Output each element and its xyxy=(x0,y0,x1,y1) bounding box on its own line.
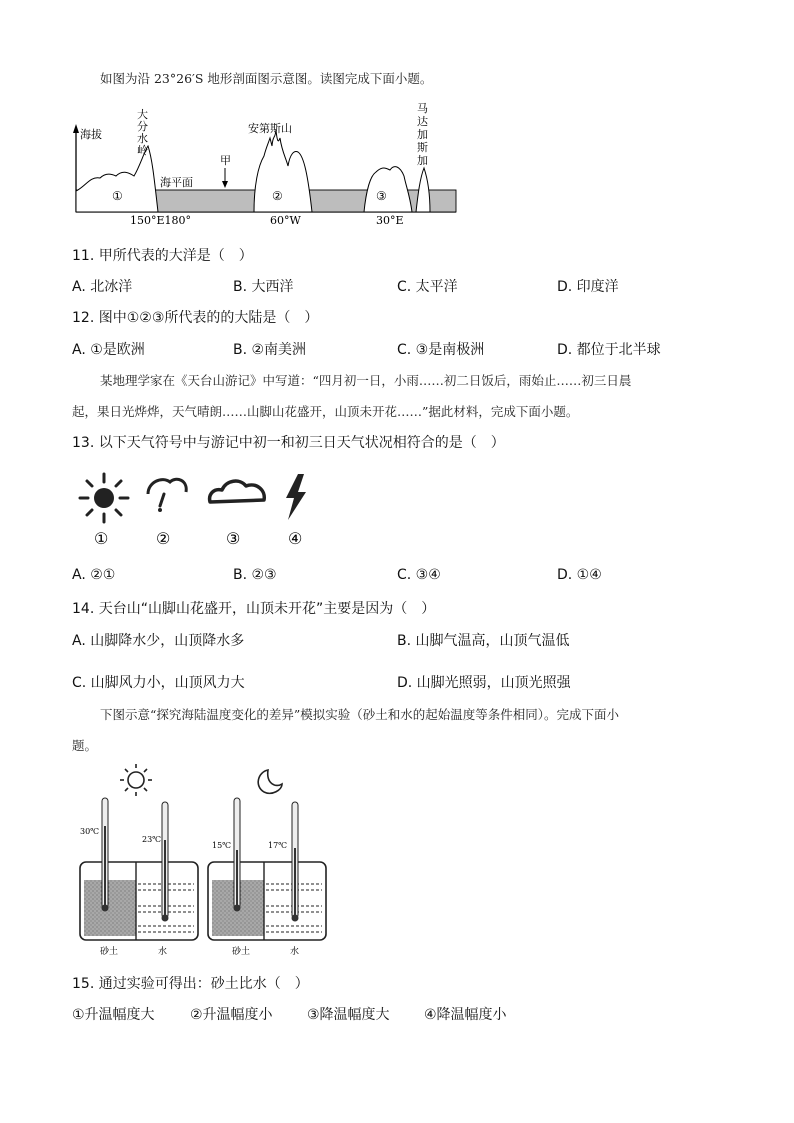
longitude-label-3: 30°E xyxy=(376,214,404,226)
night-water-label: 水 xyxy=(290,947,300,957)
madagascar-char-3: 加 xyxy=(417,128,428,141)
q12-option-b[interactable]: B. ②南美洲 xyxy=(233,342,307,358)
intro-tiantai-line-1: 某地理学家在《天台山游记》中写道：“四月初一日，小雨……初二日饭后，雨始止……初三日晨 xyxy=(100,373,632,388)
night-water-temp: 17℃ xyxy=(268,841,288,850)
question-15: 15. 通过实验可得出：砂土比水（ ） xyxy=(72,976,309,992)
axis-arrow-icon xyxy=(73,124,79,133)
terrain-profile-figure xyxy=(64,96,464,226)
land-2-label: ② xyxy=(272,189,283,203)
night-container xyxy=(208,798,326,940)
q13-option-b[interactable]: B. ②③ xyxy=(233,567,277,583)
light-rain-icon xyxy=(148,479,186,512)
question-14: 14. 天台山“山脚山花盛开，山顶未开花”主要是因为（ ） xyxy=(72,601,436,617)
q14-option-d[interactable]: D. 山脚光照弱，山顶光照强 xyxy=(397,675,571,691)
symbol-1-label: ① xyxy=(94,529,109,548)
madagascar-char-2: 达 xyxy=(417,115,428,128)
day-sand-label: 砂土 xyxy=(100,947,119,957)
q14-option-b[interactable]: B. 山脚气温高，山顶气温低 xyxy=(397,633,570,649)
dafen-char-4: 岭 xyxy=(137,144,148,157)
cloudy-icon xyxy=(210,481,265,502)
night-sand-temp: 15℃ xyxy=(212,841,232,850)
q13-option-a[interactable]: A. ②① xyxy=(72,567,116,583)
day-sand xyxy=(84,880,136,936)
question-12: 12. 图中①②③所代表的的大陆是（ ） xyxy=(72,310,319,326)
sunny-icon xyxy=(80,474,128,522)
day-sand-temp: 30℃ xyxy=(80,827,100,836)
intro-experiment-line-1: 下图示意“探究海陆温度变化的差异”模拟实验（砂土和水的起始温度等条件相同）。完成下面小 xyxy=(100,707,620,722)
q15-choice-2[interactable]: ②升温幅度小 xyxy=(190,1007,273,1023)
q11-option-d[interactable]: D. 印度洋 xyxy=(557,279,619,295)
q15-choice-1[interactable]: ①升温幅度大 xyxy=(72,1007,155,1023)
q15-choice-3[interactable]: ③降温幅度大 xyxy=(307,1007,390,1023)
q11-option-b[interactable]: B. 大西洋 xyxy=(233,279,294,295)
q14-option-a[interactable]: A. 山脚降水少，山顶降水多 xyxy=(72,633,245,649)
q14-option-c[interactable]: C. 山脚风力小，山顶风力大 xyxy=(72,675,245,691)
symbol-4-label: ④ xyxy=(288,529,303,548)
land-1-label: ① xyxy=(112,189,123,203)
madagascar-char-1: 马 xyxy=(417,102,428,115)
symbol-3-label: ③ xyxy=(226,529,241,548)
dafen-char-1: 大 xyxy=(137,108,148,121)
sun-icon xyxy=(120,764,152,796)
altitude-axis-label: 海拔 xyxy=(80,128,102,141)
andes-label: 安第斯山 xyxy=(248,122,292,135)
land-3-label: ③ xyxy=(376,189,387,203)
weather-symbols xyxy=(72,468,332,552)
day-water-label: 水 xyxy=(158,947,168,957)
sea-level-label: 海平面 xyxy=(160,176,193,189)
q12-option-a[interactable]: A. ①是欧洲 xyxy=(72,342,145,358)
question-11: 11. 甲所代表的大洋是（ ） xyxy=(72,248,253,264)
night-sand-label: 砂土 xyxy=(232,947,251,957)
q13-option-d[interactable]: D. ①④ xyxy=(557,567,602,583)
q13-option-c[interactable]: C. ③④ xyxy=(397,567,441,583)
longitude-label-1: 150°E180° xyxy=(130,214,192,226)
jia-label: 甲 xyxy=(220,154,231,167)
lightning-icon xyxy=(286,474,306,520)
madagascar-char-5: 加 xyxy=(417,154,428,167)
question-13: 13. 以下天气符号中与游记中初一和初三日天气状况相符合的是（ ） xyxy=(72,435,505,451)
q11-option-c[interactable]: C. 太平洋 xyxy=(397,279,458,295)
intro-tiantai-line-2: 起，果日光烨烨，天气晴朗……山脚山花盛开，山顶未开花……”据此材料，完成下面小题。 xyxy=(72,404,579,419)
intro-experiment-line-2: 题。 xyxy=(72,738,98,753)
q15-choice-4[interactable]: ④降温幅度小 xyxy=(424,1007,507,1023)
jia-arrow-icon xyxy=(222,181,228,188)
longitude-label-2: 60°W xyxy=(270,214,301,226)
day-container xyxy=(80,798,198,940)
dafen-char-2: 分 xyxy=(137,120,148,133)
moon-icon xyxy=(258,770,282,793)
day-water-temp: 23℃ xyxy=(142,835,162,844)
madagascar-char-4: 斯 xyxy=(417,141,428,154)
experiment-figure xyxy=(72,758,342,958)
dafen-char-3: 水 xyxy=(137,132,148,145)
land-3-shape xyxy=(364,167,412,212)
intro-profile: 如图为沿 23°26′S 地形剖面图示意图。读图完成下面小题。 xyxy=(100,71,433,86)
land-2-shape xyxy=(254,130,312,212)
q12-option-c[interactable]: C. ③是南极洲 xyxy=(397,342,485,358)
q12-option-d[interactable]: D. 都位于北半球 xyxy=(557,342,661,358)
q11-option-a[interactable]: A. 北冰洋 xyxy=(72,279,133,295)
symbol-2-label: ② xyxy=(156,529,171,548)
